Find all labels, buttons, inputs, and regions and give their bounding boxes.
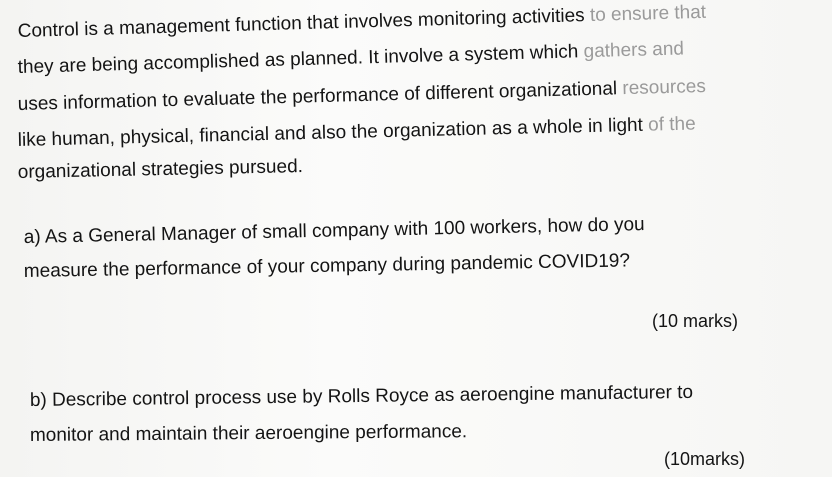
intro-line-5: [18, 157, 304, 182]
question-a-marks: (10 marks): [652, 311, 739, 331]
question-a-line-1: a) As a General Manager of small company with 100 workers, how do you: [23, 213, 645, 248]
intro-text-4-faded: of the: [642, 113, 696, 136]
intro-line-3: [18, 77, 707, 114]
intro-text-5: organizational strategies pursued.: [17, 156, 304, 183]
intro-text-4: like human, physical, financial and also the organization as a whole in light: [17, 114, 644, 151]
question-b-marks: (10marks): [664, 449, 746, 469]
question-b-line-2: monitor and maintain their aeroengine performance.: [29, 421, 468, 446]
question-a-line-2: measure the performance of your company during pandemic COVID19?: [23, 250, 631, 282]
intro-line-2: [17, 39, 684, 77]
question-b-line-1: b) Describe control process use by Rolls Royce as aeroengine manufacturer to: [29, 381, 694, 411]
intro-text-2-faded: gathers and: [578, 38, 685, 63]
intro-text-1-faded: to ensure that: [584, 1, 707, 27]
intro-line-1: [17, 3, 706, 41]
intro-text-2: they are being accomplished as planned. It involve a system which: [17, 41, 579, 78]
intro-text-3-faded: resources: [616, 75, 707, 100]
intro-text-1: Control is a management function that involves monitoring activities: [17, 5, 585, 42]
intro-text-3: uses information to evaluate the performance of different organizational: [17, 78, 618, 115]
intro-line-4: [18, 114, 696, 150]
